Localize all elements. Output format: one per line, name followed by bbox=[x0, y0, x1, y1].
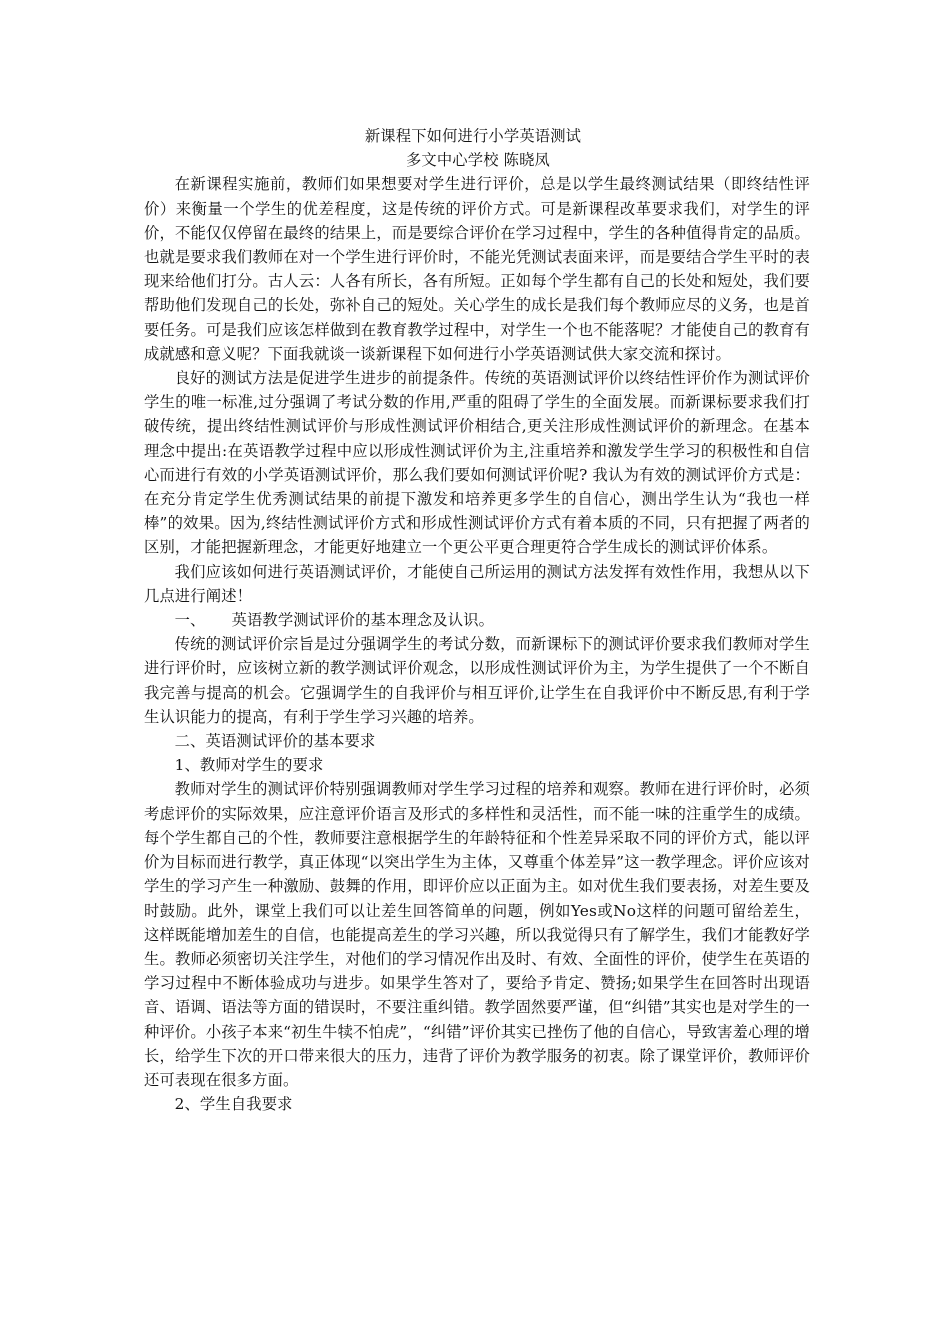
test-method-paragraph: 良好的测试方法是促进学生进步的前提条件。传统的英语测试评价以终结性评价作为测试评价学生的唯一标准,过分强调了考试分数的作用,严重的阻碍了学生的全面发展。而新课标要求我们打破传统，提出终结性测试评价与形成性测试评价相结合,更关注形成性测试评价的新理念。在基本理念中提出:在英语教学过程中应以形成性测试评价为主,注重培养和激发学生学习的积极性和自信心而进行有效的小学英语测试评价，那么我们要如何测试评价呢? 我认为有效的测试评价方式是：在充分肯定学生优秀测试结果的前提下激发和培养更多学生的自信心，测出学生认为“我也一样棒”的效果。因为,终结性测试评价方式和形成性测试评价方式有着本质的不同，只有把握了两者的区别，才能把握新理念，才能更好地建立一个更公平更合理更符合学生成长的测试评价体系。 bbox=[144, 369, 810, 557]
intro-paragraph: 在新课程实施前，教师们如果想要对学生进行评价，总是以学生最终测试结果（即终结性评价）来衡量一个学生的优差程度，这是传统的评价方式。可是新课程改革要求我们，对学生的评价，不能仅仅停留在最终的结果上，而是要综合评价在学习过程中，学生的各种值得肯定的品质。也就是要求我们教师在对一个学生进行评价时，不能光凭测试表面来评，而是要结合学生平时的表现来给他们打分。古人云：人各有所长，各有所短。正如每个学生都有自己的长处和短处，我们要帮助他们发现自己的长处，弥补自己的短处。关心学生的成长是我们每个教师应尽的义务，也是首要任务。可是我们应该怎样做到在教育教学过程中，对学生一个也不能落呢？才能使自己的教育有成就感和意义呢？下面我就谈一谈新课程下如何进行小学英语测试供大家交流和探讨。 bbox=[144, 175, 810, 363]
subsection1-paragraph: 教师对学生的测试评价特别强调教师对学生学习过程的培养和观察。教师在进行评价时，必须考虑评价的实际效果，应注意评价语言及形式的多样性和灵活性，而不能一味的注重学生的成绩。每个学生都自己的个性，教师要注意根据学生的年龄特征和个性差异采取不同的评价方式，能以评价为目标而进行教学，真正体现“以突出学生为主体，又尊重个体差异”这一教学理念。评价应该对学生的学习产生一种激励、鼓舞的作用，即评价应以正面为主。如对优生我们要表扬，对差生要及时鼓励。此外，课堂上我们可以让差生回答简单的问题，例如Yes或No这样的问题可留给差生，这样既能增加差生的自信，也能提高差生的学习兴趣，所以我觉得只有了解学生，我们才能教好学生。教师必须密切关注学生，对他们的学习情况作出及时、有效、全面性的评价，使学生在英语的学习过程中不断体验成功与进步。如果学生答对了，要给予肯定、赞扬;如果学生在回答时出现语音、语调、语法等方面的错误时，不要注重纠错。教学固然要严谨，但“纠错”其实也是对学生的一种评价。小孩子本来“初生牛犊不怕虎”，“纠错”评价其实已挫伤了他的自信心，导致害羞心理的增长，给学生下次的开口带来很大的压力，违背了评价为教学服务的初衷。除了课堂评价，教师评价还可表现在很多方面。 bbox=[144, 780, 810, 1089]
document-page bbox=[144, 124, 810, 1116]
approach-paragraph: 我们应该如何进行英语测试评价，才能使自己所运用的测试方法发挥有效性作用，我想从以下几点进行阐述！ bbox=[144, 562, 810, 605]
document-author: 多文中心学校 陈晓凤 bbox=[405, 151, 551, 170]
section1-paragraph: 传统的测试评价宗旨是过分强调学生的考试分数，而新课标下的测试评价要求我们教师对学生进行评价时，应该树立新的教学测试评价观念，以形成性测试评价为主，为学生提供了一个不断自我完善与提高的机会。它强调学生的自我评价与相互评价,让学生在自我评价中不断反思,有利于学生认识能力的提高，有利于学生学习兴趣的培养。 bbox=[144, 635, 810, 726]
section1-number: 一、 bbox=[174, 611, 206, 630]
section1-title: 英语教学测试评价的基本理念及认识。 bbox=[231, 611, 495, 630]
document-title: 新课程下如何进行小学英语测试 bbox=[364, 127, 582, 145]
subsection2-heading: 2、学生自我要求 bbox=[174, 1095, 293, 1114]
section1-heading bbox=[144, 608, 810, 632]
section2-heading: 二、英语测试评价的基本要求 bbox=[174, 732, 376, 751]
subsection1-heading: 1、教师对学生的要求 bbox=[174, 756, 324, 775]
